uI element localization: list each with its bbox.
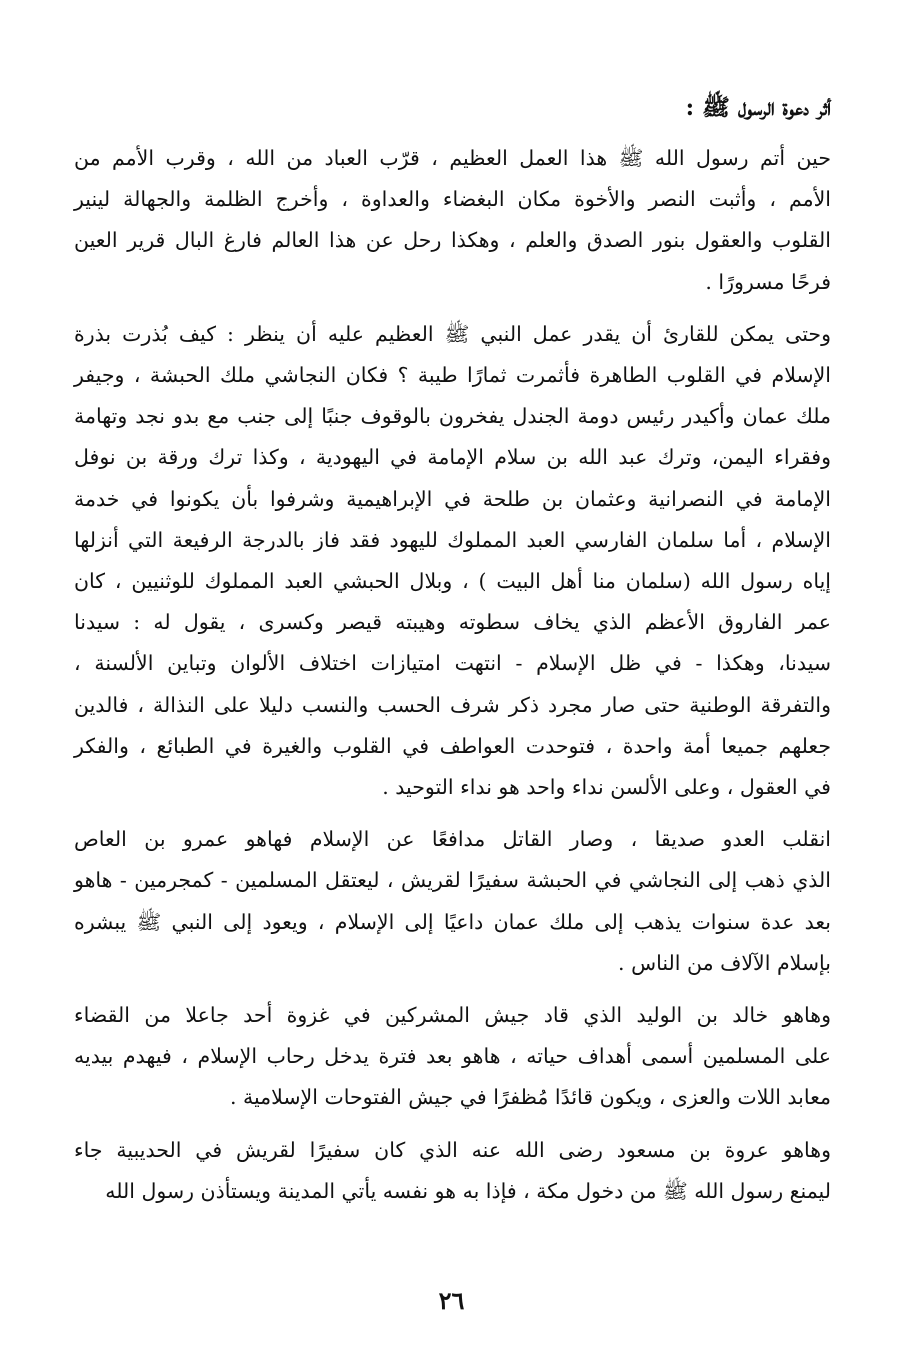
text-line: في العقول ، وعلى الألسن نداء واحد هو نداء التوحيد . bbox=[382, 775, 831, 800]
text-line: الذي ذهب إلى النجاشي في الحبشة سفيرًا لقريش ، ليعتقل المسلمين - كمجرمين - هاهو bbox=[74, 868, 831, 893]
text-line: وفقراء اليمن، وترك عبد الله بن سلام الإمامة في اليهودية ، وكذا ترك ورقة بن نوفل bbox=[74, 445, 831, 470]
body-text bbox=[74, 138, 831, 1212]
text-line: معابد اللات والعزى ، ويكون قائدًا مُظفرًا في جيش الفتوحات الإسلامية . bbox=[229, 1085, 831, 1110]
text-line: حين أتم رسول الله ﷺ هذا العمل العظيم ، قرّب العباد من الله ، وقرب الأمم من bbox=[74, 146, 831, 170]
text-line: ليمنع رسول الله ﷺ من دخول مكة ، فإذا به هو نفسه يأتي المدينة ويستأذن رسول الله bbox=[105, 1178, 831, 1203]
paragraph bbox=[74, 995, 831, 1119]
text-line: انقلب العدو صديقا ، وصار القاتل مدافعًا عن الإسلام فهاهو عمرو بن العاص bbox=[74, 827, 831, 852]
text-line: على المسلمين أسمى أهداف حياته ، هاهو بعد فترة يدخل رحاب الإسلام ، فيهدم بيديه bbox=[74, 1044, 831, 1069]
text-line: الإمامة في النصرانية وعثمان بن طلحة في الإبراهيمية وشرفوا بأن يكونوا في خدمة bbox=[74, 486, 831, 511]
text-line: سيدنا، وهكذا - في ظل الإسلام - انتهت امتيازات اختلاف الألوان وتباين الألسنة ، bbox=[74, 651, 831, 676]
page-number: ٢٦ bbox=[438, 1286, 465, 1315]
text-line: جعلهم جميعا أمة واحدة ، فتوحدت العواطف في القلوب والغيرة في الطبائع ، والفكر bbox=[74, 733, 831, 758]
text-line: عمر الفاروق الأعظم الذي يخاف سطوته وهيبته قيصر وكسرى ، يقول له : سيدنا bbox=[74, 610, 831, 635]
text-line: الأمم ، وأثبت النصر والأخوة مكان البغضاء والعداوة ، وأخرج الظلمة والجهالة لينير bbox=[74, 187, 831, 212]
text-line: إياه رسول الله (سلمان منا أهل البيت ) ، وبلال الحبشي العبد المملوك للوثنيين ، كان bbox=[74, 569, 831, 594]
text-line: والتفرقة الوطنية حتى صار مجرد ذكر شرف الحسب والنسب دليلا على النذالة ، فالدين bbox=[74, 692, 831, 717]
text-line: فرحًا مسرورًا . bbox=[705, 269, 831, 294]
text-line: بإسلام الآلاف من الناس . bbox=[618, 950, 831, 975]
text-line: القلوب والعقول بنور الصدق والعلم ، وهكذا رحل عن هذا العالم فارغ البال قرير العين bbox=[74, 228, 831, 253]
text-line: وحتى يمكن للقارئ أن يقدر عمل النبي ﷺ العظيم عليه أن ينظر : كيف بُذرت بذرة bbox=[74, 321, 831, 346]
paragraph bbox=[74, 1130, 831, 1212]
text-line: وهاهو خالد بن الوليد الذي قاد جيش المشركين في غزوة أحد جاعلا من القضاء bbox=[74, 1003, 831, 1028]
paragraph bbox=[74, 138, 831, 303]
text-line: الإسلام ، أما سلمان الفارسي العبد المملوك لليهود فقد فاز بالدرجة الرفيعة التي أنزلها bbox=[74, 527, 831, 552]
section-heading: أثر دعوة الرسول ﷺ : bbox=[685, 94, 831, 121]
paragraph bbox=[74, 314, 831, 808]
text-line: ملك عمان وأكيدر رئيس دومة الجندل يفخرون بالوقوف جنبًا إلى جنب مع بدو نجد وتهامة bbox=[74, 404, 831, 429]
text-line: بعد عدة سنوات يذهب إلى ملك عمان داعيًا إلى الإسلام ، ويعود إلى النبي ﷺ يبشره bbox=[74, 909, 831, 934]
text-line: وهاهو عروة بن مسعود رضى الله عنه الذي كان سفيرًا لقريش في الحديبية جاء bbox=[74, 1137, 831, 1162]
paragraph bbox=[74, 819, 831, 984]
text-line: الإسلام في القلوب الطاهرة فأثمرت ثمارًا طيبة ؟ فكان النجاشي ملك الحبشة ، وجيفر bbox=[74, 363, 831, 388]
